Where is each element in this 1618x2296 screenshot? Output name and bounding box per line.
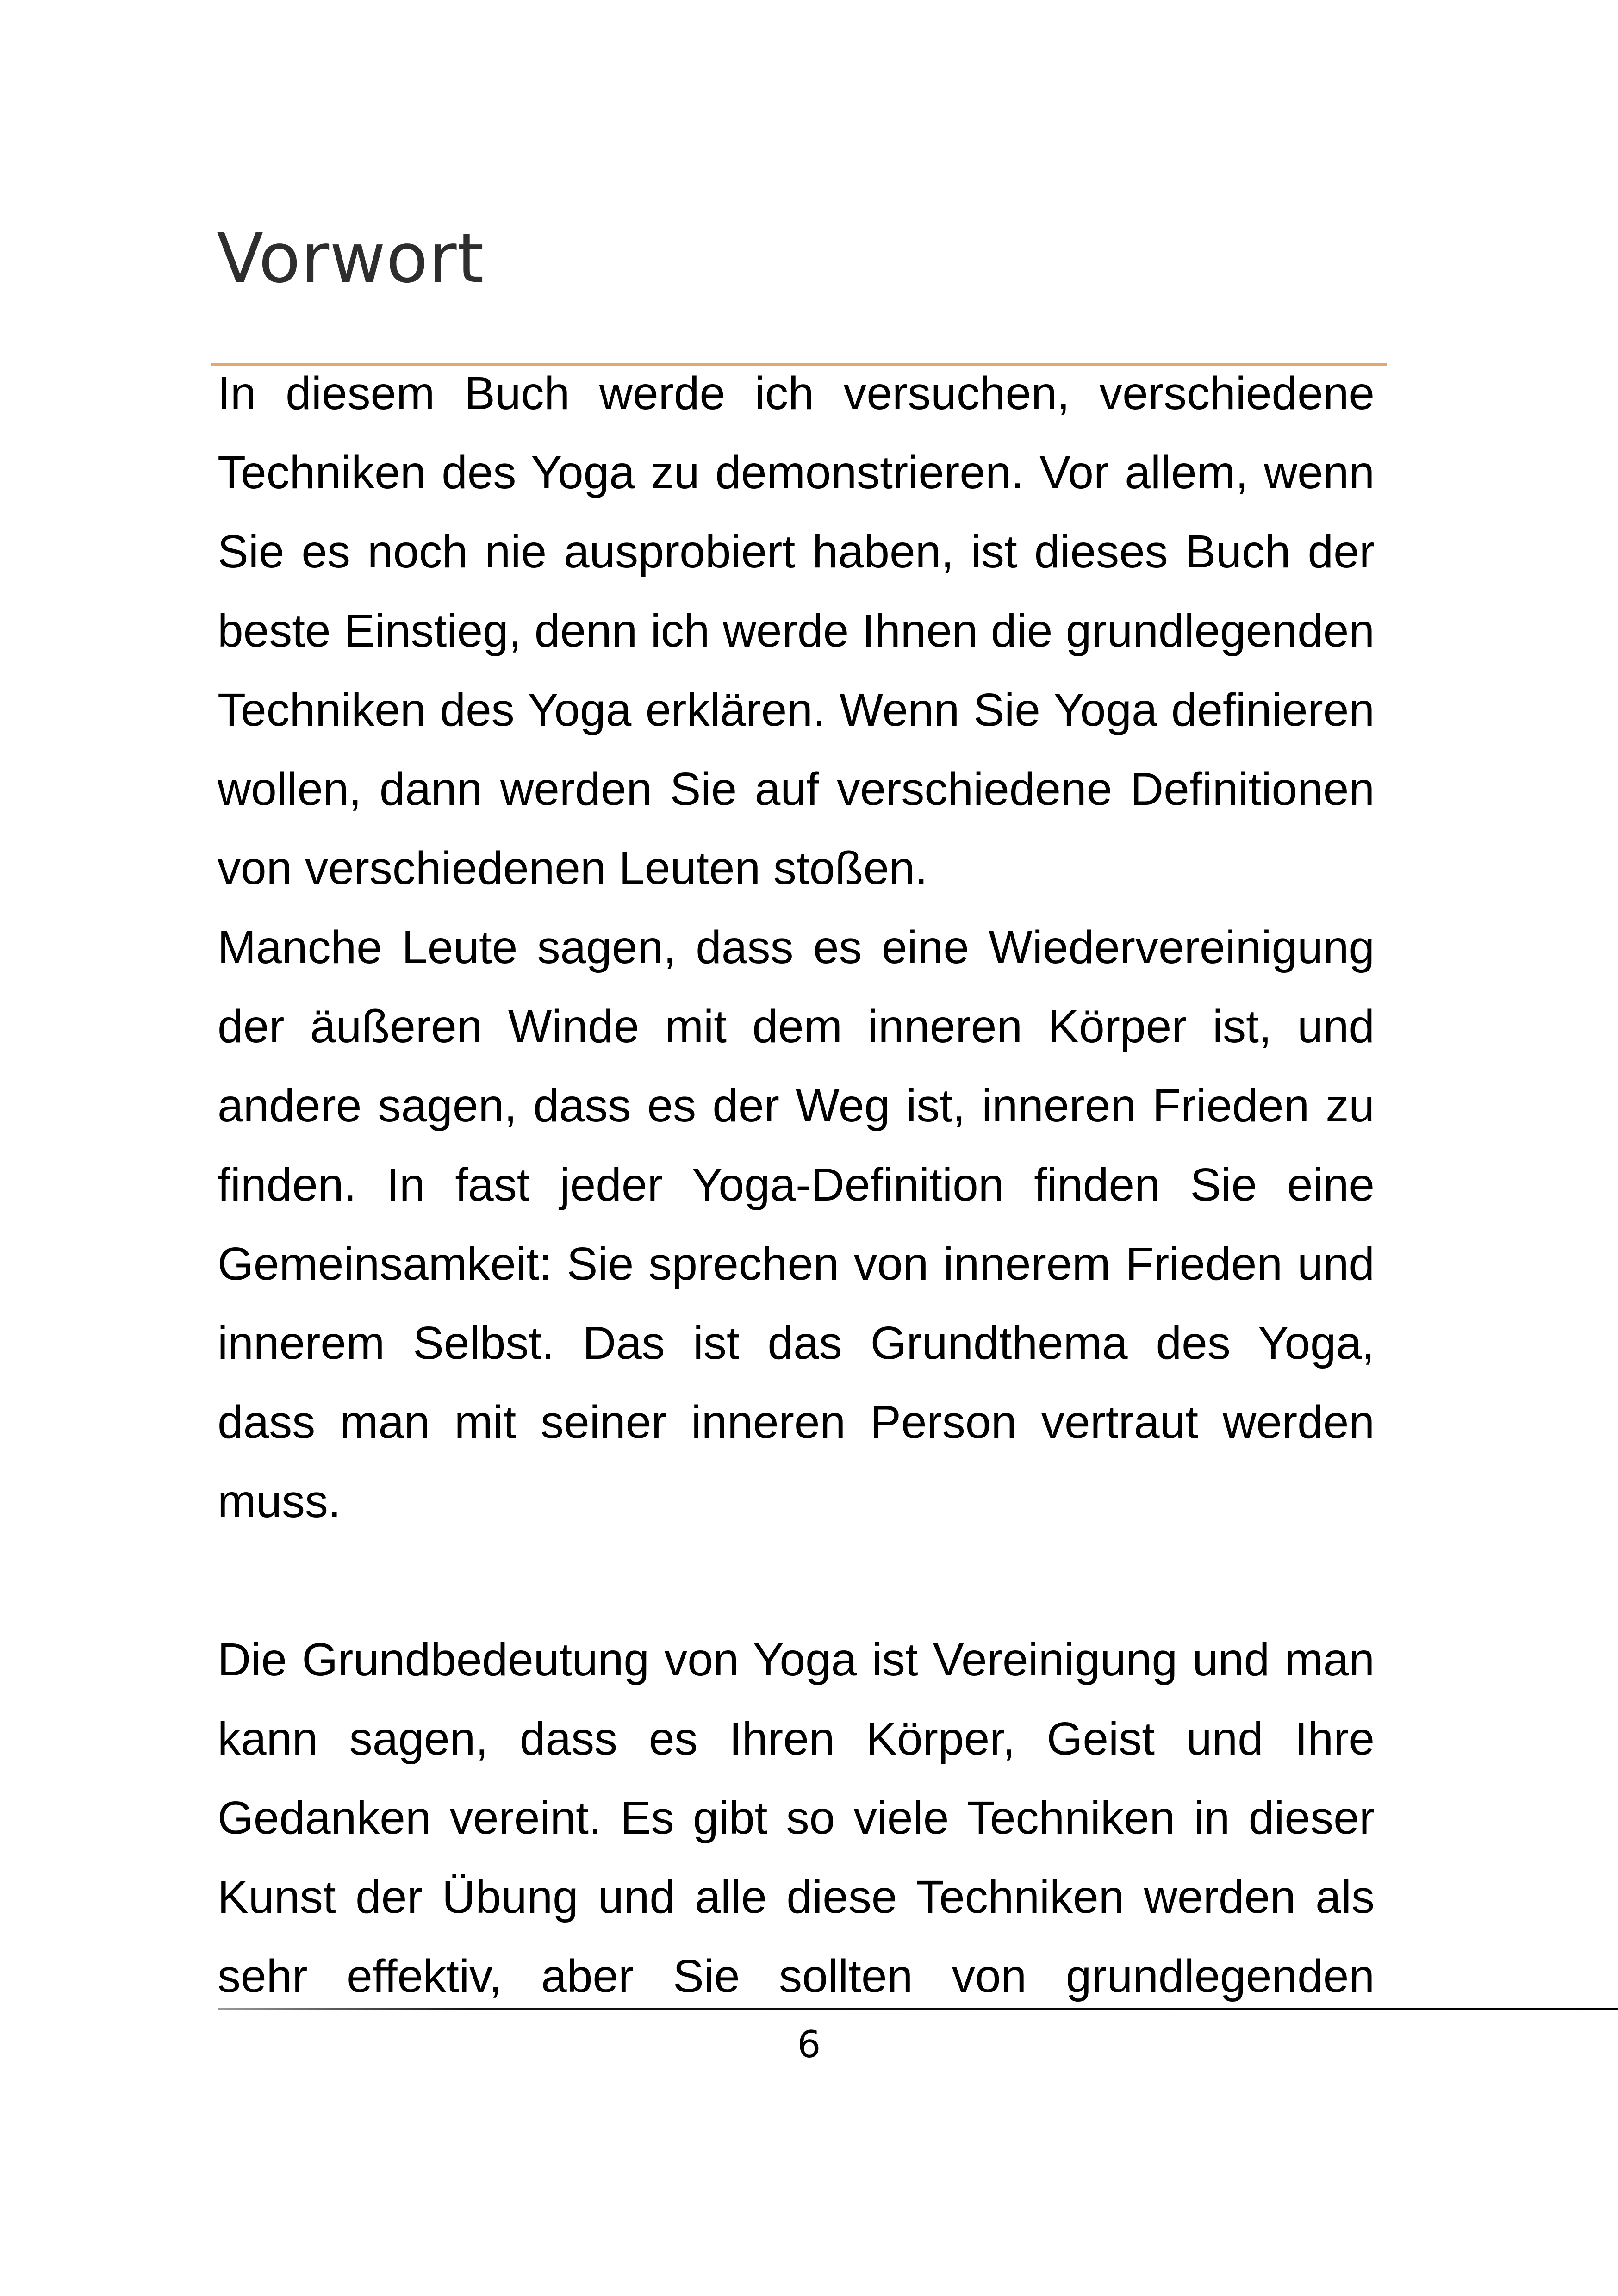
paragraph: Die Grundbedeutung von Yoga ist Vereinigung und man kann sagen, dass es Ihren Körper, Geist und Ihre Gedanken vereint. Es gibt so viele Techniken in dieser Kunst der Übung und alle diese Techniken werden als sehr effektiv, aber Sie sollten von grundlegenden [218,1634,1375,2002]
page-number: 6 [797,2023,821,2066]
paragraph-spacer [218,1541,1375,1620]
footer-rule [218,2008,1618,2010]
paragraph: Manche Leute sagen, dass es eine Wiedervereinigung der äußeren Winde mit dem inneren Körper ist, und andere sagen, dass es der Weg ist, inneren Frieden zu finden. In fast jeder Yoga-Definition finden Sie eine Gemeinsamkeit: Sie sprechen von innerem Frieden und innerem Selbst. Das ist das Grundthema des Yoga, dass man mit seiner inneren Person vertraut werden muss. [218,921,1375,1527]
chapter-title: Vorwort [217,218,485,298]
body-text [218,354,1375,2016]
paragraph: In diesem Buch werde ich versuchen, verschiedene Techniken des Yoga zu demonstrieren. Vor allem, wenn Sie es noch nie ausprobiert haben, ist dieses Buch der beste Einstieg, denn ich werde Ihnen die grundlegenden Techniken des Yoga erklären. Wenn Sie Yoga definieren wollen, dann werden Sie auf verschiedene Definitionen von verschiedenen Leuten stoßen. [218,367,1375,894]
